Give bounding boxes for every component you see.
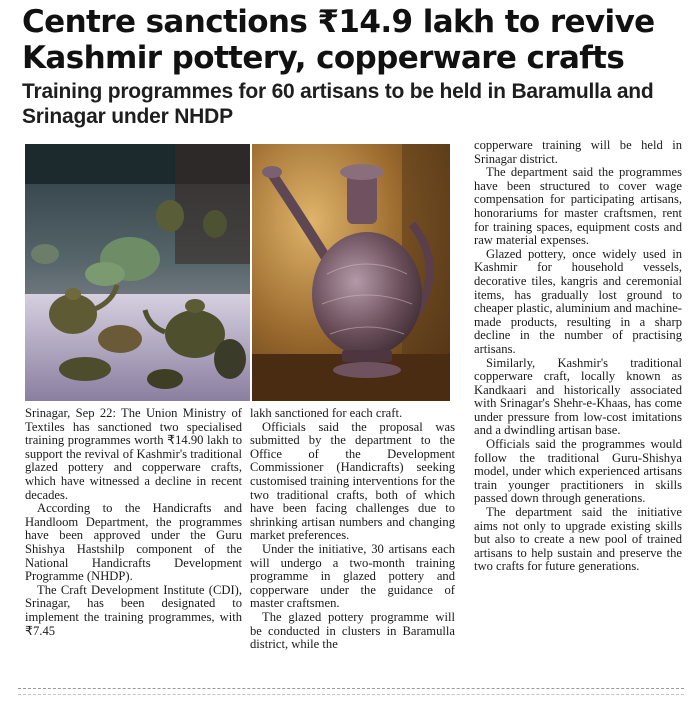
paragraph: Officials said the proposal was submitted by the department to the Office of the Development Commissioner (Handicrafts) seeking customised training interventions for the two traditional crafts, both of which have been facing challenges due to shrinking artisan numbers and changing market preferences. [250, 419, 455, 543]
headline [22, 4, 682, 76]
paragraph: Srinagar, Sep 22: The Union Ministry of Textiles has sanctioned two specialised training programmes worth ₹14.90 lakh to support the revival of Kashmir's traditional glazed pottery and copperware crafts, which have witnessed a decline in recent decades. [25, 406, 242, 502]
article-column-3 [474, 139, 682, 574]
paragraph: lakh sanctioned for each craft. [250, 406, 403, 420]
copper-samovar-illustration [252, 144, 450, 401]
bottom-rule-secondary [18, 694, 684, 695]
paragraph: The glazed pottery programme will be conducted in clusters in Baramulla district, while the [250, 609, 455, 652]
article-column-2 [250, 407, 455, 652]
paragraph: Similarly, Kashmir's traditional copperware craft, locally known as Kandkaari and historically associated with Srinagar's Shehr-e-Khaas, has come under pressure from low-cost imitations and a dwindling artisan base. [474, 355, 682, 438]
bottom-rule [18, 688, 684, 689]
paragraph: copperware training will be held in Srinagar district. [474, 138, 682, 166]
paragraph: Under the initiative, 30 artisans each will undergo a two-month training programme in glazed pottery and copperware under the guidance of master craftsmen. [250, 541, 455, 611]
headline-line-1: Centre sanctions ₹14.9 lakh to revive [22, 4, 655, 40]
article-column-1 [25, 407, 242, 638]
copper-samovar-photo [252, 144, 450, 401]
paragraph: The department said the programmes have been structured to cover wage compensation for participating artisans, honorariums for master craftsmen, rent for training spaces, equipment costs and raw material expenses. [474, 165, 682, 248]
headline-line-2: Kashmir pottery, copperware crafts [22, 40, 625, 76]
paragraph: The Craft Development Institute (CDI), Srinagar, has been designated to implement the training programmes, with ₹7.45 [25, 582, 242, 638]
subheadline-line-1: Training programmes for 60 artisans to be held in Baramulla and [22, 80, 654, 103]
pottery-display-photo [25, 144, 250, 401]
paragraph: The department said the initiative aims not only to upgrade existing skills but also to create a new pool of trained artisans to help sustain and preserve the two crafts for future generations. [474, 505, 682, 574]
subheadline [22, 79, 682, 129]
paragraph: Officials said the programmes would follow the traditional Guru-Shishya model, under which experienced artisans train younger practitioners in skills passed down through generations. [474, 437, 682, 506]
paragraph: According to the Handicrafts and Handloom Department, the programmes have been approved under the Guru Shishya Hastshilp component of the National Handicrafts Development Programme (NHDP). [25, 501, 242, 584]
paragraph: Glazed pottery, once widely used in Kashmir for household vessels, decorative tiles, kangris and ceremonial items, has gradually lost ground to cheaper plastic, aluminium and machine-made products, resulting in a sharp decline in the number of practising artisans. [474, 246, 682, 356]
pottery-display-illustration [25, 144, 250, 401]
subheadline-line-2: Srinagar under NHDP [22, 105, 233, 128]
